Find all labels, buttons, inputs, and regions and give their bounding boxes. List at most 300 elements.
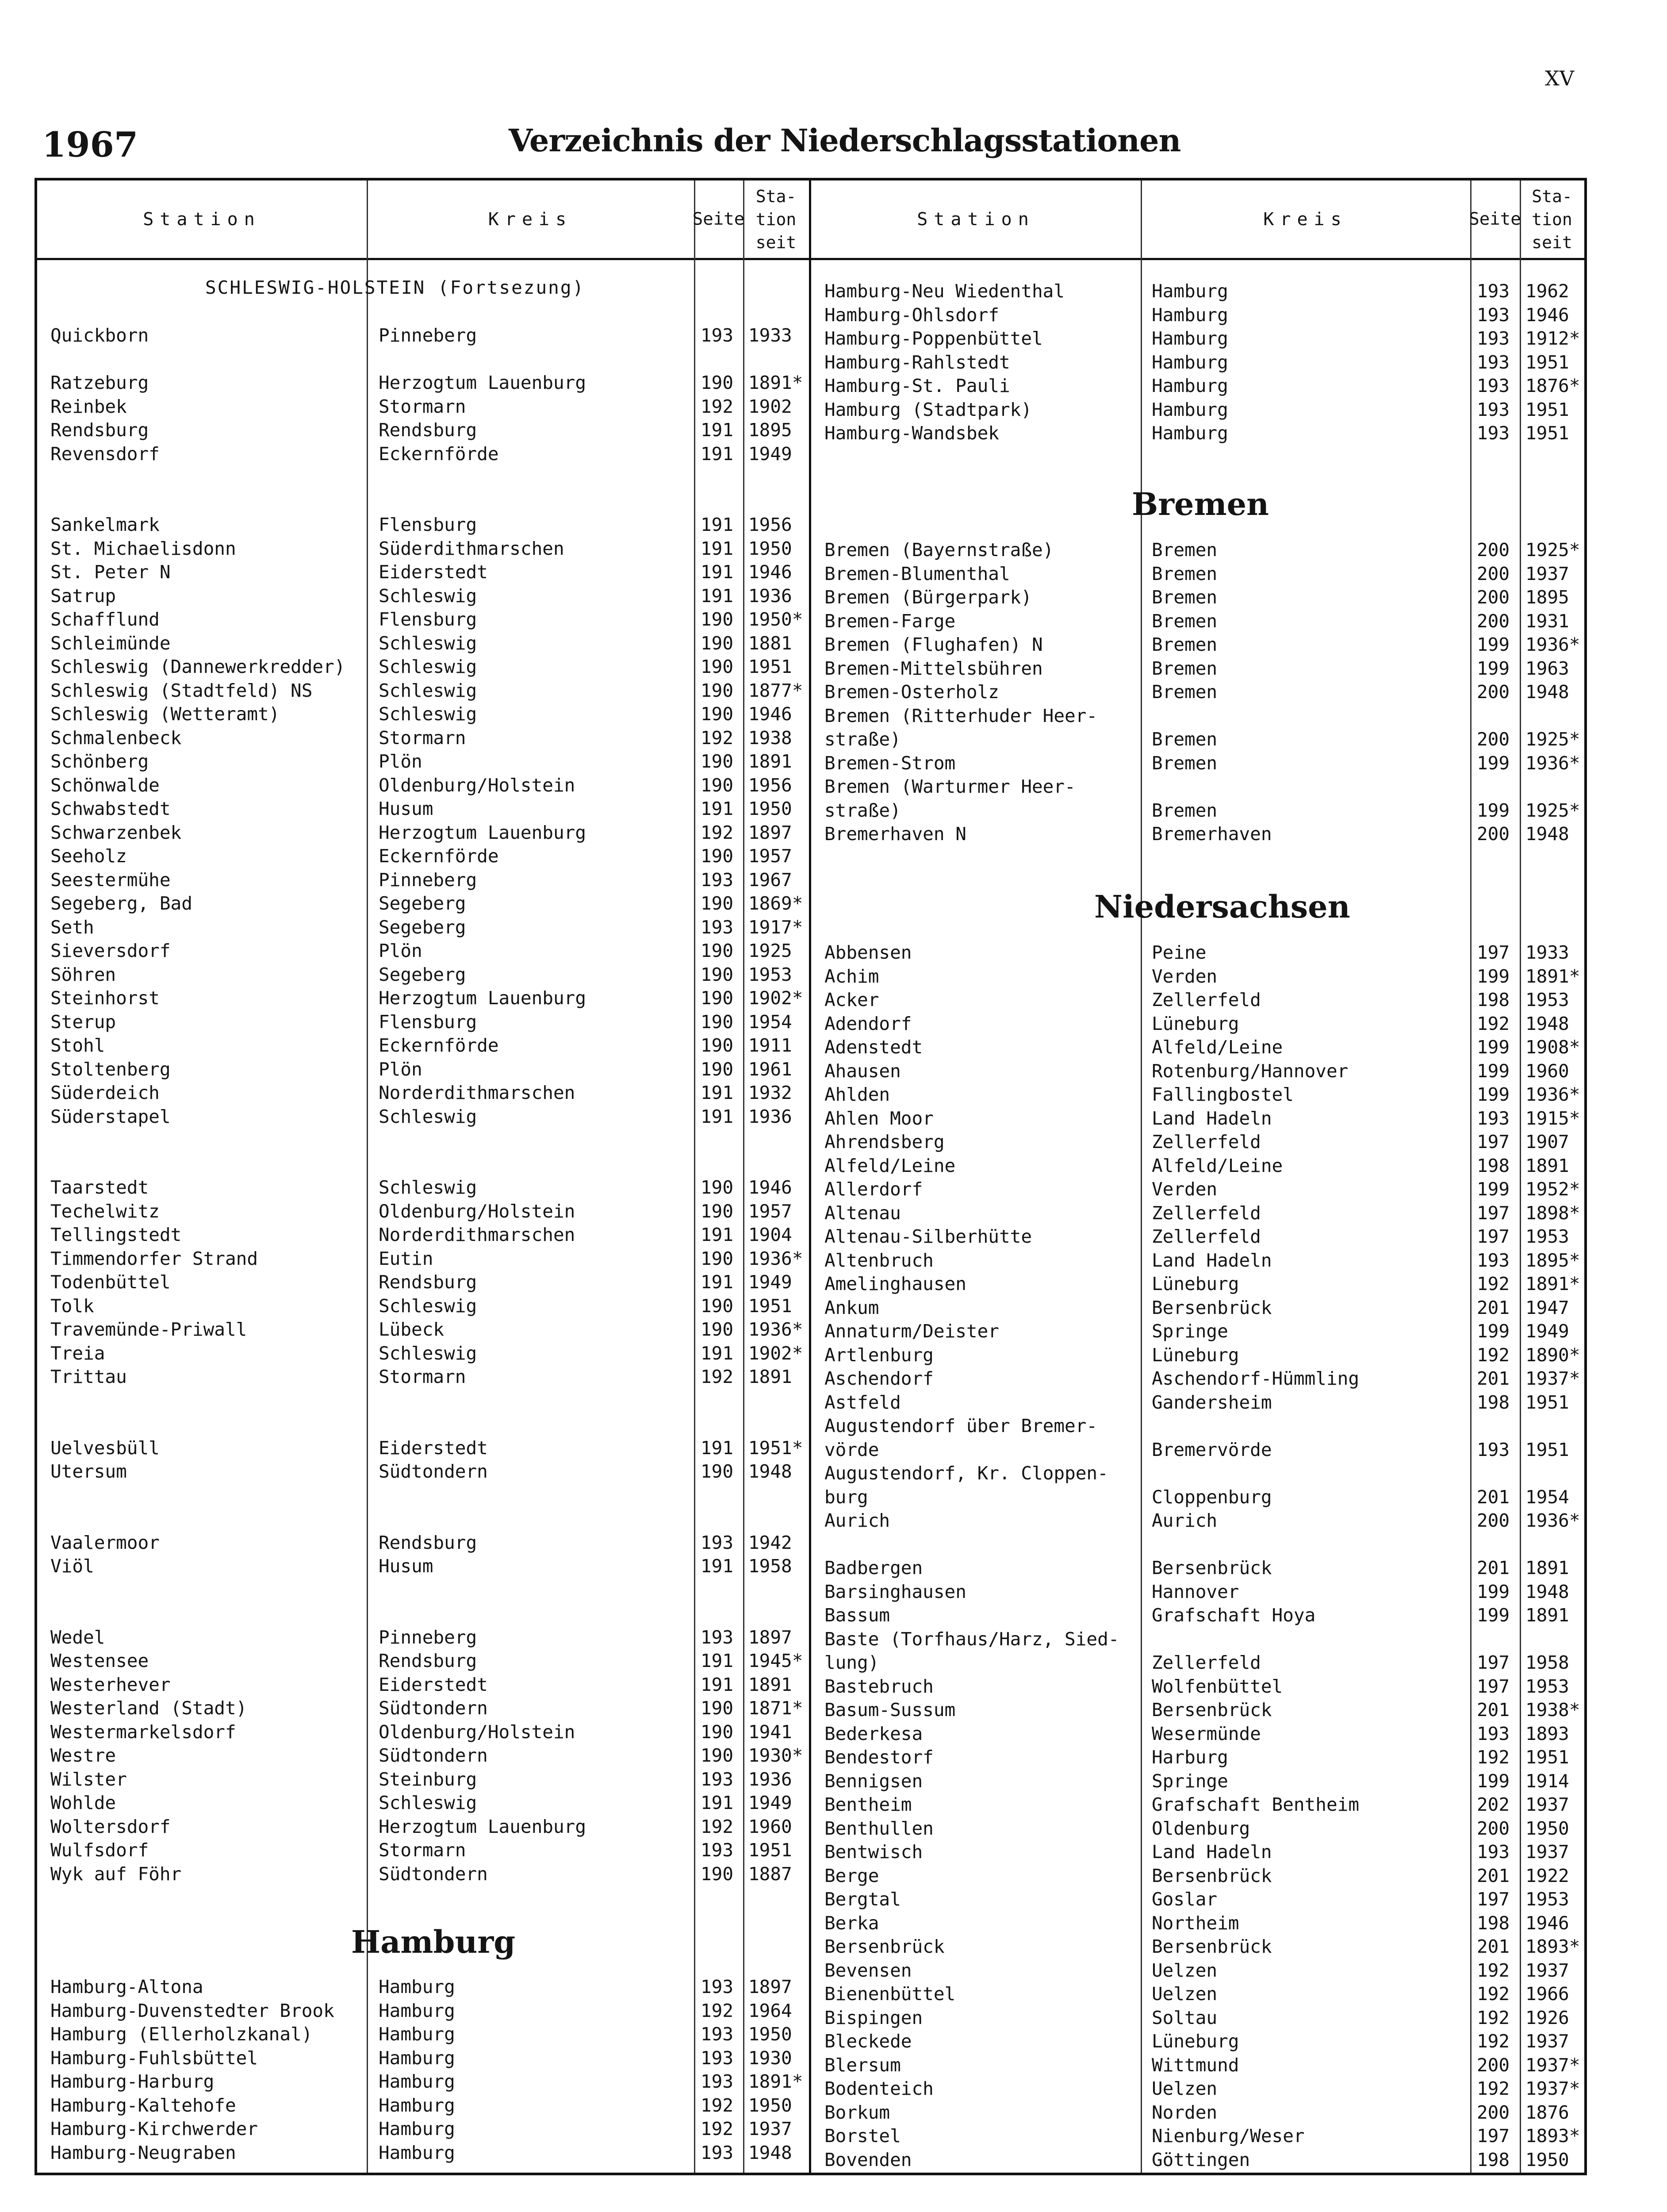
kreis-name: Norden — [1152, 2101, 1218, 2123]
kreis-name: Flensburg — [379, 514, 477, 535]
seite-number: 201 — [1477, 1486, 1510, 1508]
station-since-year: 1948 — [1525, 681, 1569, 703]
station-name: Bienenbüttel — [824, 1983, 956, 2005]
seite-number: 191 — [701, 1555, 734, 1577]
kreis-name: Stormarn — [379, 727, 466, 749]
kreis-name: Südtondern — [379, 1863, 488, 1885]
kreis-name: Uelzen — [1152, 2078, 1218, 2099]
station-name: Viöl — [50, 1555, 94, 1577]
seite-number: 199 — [1477, 799, 1510, 821]
station-since-year: 1941 — [748, 1721, 792, 1743]
station-since-year: 1937* — [1525, 2078, 1580, 2099]
seite-number: 199 — [1477, 1581, 1510, 1602]
table-row — [37, 1035, 1584, 1060]
seite-number: 190 — [701, 1200, 734, 1222]
station-since-year: 1937 — [1525, 1959, 1569, 1981]
station-since-year: 1936* — [748, 1319, 803, 1340]
seite-number: 201 — [1477, 1557, 1510, 1578]
kreis-name: Segeberg — [379, 964, 466, 985]
station-name: Astfeld — [824, 1391, 901, 1413]
kreis-name: Husum — [379, 798, 433, 819]
station-name: Bremerhaven N — [824, 823, 966, 845]
kreis-name: Plön — [379, 751, 422, 772]
kreis-name: Hamburg — [1152, 375, 1228, 396]
station-name: Seth — [50, 916, 94, 938]
kreis-name: Bremen — [1152, 563, 1218, 584]
station-since-year: 1966 — [1525, 1983, 1569, 2005]
station-since-year: 1898* — [1525, 1202, 1580, 1224]
station-name: Sterup — [50, 1011, 116, 1033]
station-since-year: 1911 — [748, 1035, 792, 1056]
station-since-year: 1961 — [748, 1058, 792, 1080]
station-name: Badbergen — [824, 1557, 923, 1578]
kreis-name: Zellerfeld — [1152, 1652, 1261, 1673]
kreis-name: Bremen — [1152, 657, 1218, 679]
table-row — [37, 798, 1584, 823]
station-name: Bentwisch — [824, 1841, 923, 1863]
header-seit-line: Sta- — [755, 186, 797, 206]
seite-number: 193 — [701, 1768, 734, 1790]
kreis-name: Bremen — [1152, 610, 1218, 632]
seite-number: 190 — [701, 609, 734, 630]
station-since-year: 1967 — [748, 869, 792, 891]
kreis-name: Bremen — [1152, 752, 1218, 774]
station-name: Hamburg-Poppenbüttel — [824, 328, 1043, 349]
kreis-name: Fallingbostel — [1152, 1084, 1294, 1105]
table-row — [37, 844, 1584, 868]
station-since-year: 1953 — [1525, 1226, 1569, 1247]
table-row — [37, 1295, 1584, 1320]
station-since-year: 1948 — [748, 1461, 792, 1482]
kreis-name: Schleswig — [379, 656, 477, 677]
seite-number: 191 — [701, 1650, 734, 1671]
station-since-year: 1950* — [748, 609, 803, 630]
seite-number: 190 — [701, 372, 734, 393]
header-seit-line: seit — [1532, 232, 1572, 252]
seite-number: 197 — [1477, 942, 1510, 963]
seite-number: 201 — [1477, 1865, 1510, 1886]
table-row — [37, 822, 1584, 846]
table-row — [37, 1721, 1584, 1746]
table-row — [37, 751, 1584, 776]
station-since-year: 1946 — [1525, 304, 1569, 326]
station-name: Hamburg-Duvenstedter Brook — [50, 2000, 334, 2021]
kreis-name: Hamburg — [379, 2094, 455, 2116]
kreis-name: Flensburg — [379, 1011, 477, 1033]
seite-number: 190 — [701, 1461, 734, 1482]
kreis-name: Südtondern — [379, 1461, 488, 1482]
table-row — [37, 2147, 1584, 2172]
seite-number: 198 — [1477, 989, 1510, 1010]
seite-number: 193 — [1477, 399, 1510, 420]
kreis-name: Hamburg — [379, 2142, 455, 2163]
kreis-name: Stormarn — [379, 1366, 466, 1387]
station-since-year: 1951 — [748, 1295, 792, 1317]
station-since-year: 1950 — [748, 798, 792, 819]
station-name: Schwabstedt — [50, 798, 171, 819]
station-name: Acker — [824, 989, 879, 1010]
seite-number: 200 — [1477, 1510, 1510, 1531]
table-row — [37, 1059, 1584, 1083]
table-row — [37, 561, 1584, 586]
station-since-year: 1897 — [748, 1976, 792, 1997]
kreis-name: Hamburg — [379, 2118, 455, 2139]
station-name: Artlenburg — [824, 1344, 934, 1366]
table-row — [37, 1366, 1584, 1391]
seite-number: 191 — [701, 1271, 734, 1293]
station-since-year: 1951 — [1525, 1747, 1569, 1768]
station-since-year: 1949 — [748, 443, 792, 465]
header-seite-right: Seite — [1469, 209, 1521, 229]
table-row — [37, 680, 1584, 704]
station-since-year: 1917* — [748, 916, 803, 938]
seite-number: 191 — [701, 514, 734, 535]
kreis-name: Verden — [1152, 965, 1218, 987]
station-since-year: 1893* — [1525, 2125, 1580, 2147]
kreis-name: Hamburg — [379, 2024, 455, 2045]
station-since-year: 1933 — [748, 325, 792, 346]
kreis-name: Oldenburg/Holstein — [379, 1721, 575, 1743]
station-since-year: 1942 — [748, 1532, 792, 1553]
kreis-name: Bremervörde — [1152, 1439, 1272, 1460]
header-seit-line: Sta- — [1532, 186, 1572, 206]
station-since-year: 1953 — [1525, 1889, 1569, 1910]
station-since-year: 1869* — [748, 893, 803, 914]
station-name: Sankelmark — [50, 514, 160, 535]
kreis-name: Bremen — [1152, 681, 1218, 703]
station-since-year: 1937 — [1525, 563, 1569, 584]
kreis-name: Springe — [1152, 1770, 1228, 1792]
seite-number: 200 — [1477, 2054, 1510, 2076]
station-since-year: 1895* — [1525, 1249, 1580, 1271]
seite-number: 190 — [701, 964, 734, 985]
station-name: Ahrendsberg — [824, 1131, 945, 1152]
seite-number: 193 — [1477, 304, 1510, 326]
station-name: straße) — [824, 799, 901, 821]
station-since-year: 1891* — [1525, 965, 1580, 987]
kreis-name: Bersenbrück — [1152, 1699, 1272, 1720]
station-since-year: 1893 — [1525, 1723, 1569, 1744]
kreis-name: Cloppenburg — [1152, 1486, 1272, 1508]
seite-number: 200 — [1477, 563, 1510, 584]
station-since-year: 1951 — [1525, 351, 1569, 373]
seite-number: 192 — [1477, 1013, 1510, 1034]
station-since-year: 1958 — [1525, 1652, 1569, 1673]
kreis-name: Flensburg — [379, 609, 477, 630]
kreis-name: Stormarn — [379, 396, 466, 417]
seite-number: 193 — [701, 2024, 734, 2045]
station-since-year: 1938* — [1525, 1699, 1580, 1720]
table-row — [37, 397, 1584, 422]
seite-number: 199 — [1477, 1060, 1510, 1082]
kreis-name: Wittmund — [1152, 2054, 1239, 2076]
kreis-name: Alfeld/Leine — [1152, 1155, 1283, 1176]
table-row — [37, 1697, 1584, 1722]
kreis-name: Stormarn — [379, 1839, 466, 1861]
station-name: Schleswig (Dannewerkredder) — [50, 656, 345, 677]
station-name: Augustendorf über Bremer- — [824, 1415, 1098, 1436]
station-since-year: 1937 — [748, 2118, 792, 2139]
station-name: Rendsburg — [50, 419, 149, 441]
station-name: Westermarkelsdorf — [50, 1721, 236, 1743]
station-name: Altenbruch — [824, 1249, 934, 1271]
station-name: Bassum — [824, 1605, 890, 1626]
station-since-year: 1951 — [1525, 399, 1569, 420]
seite-number: 200 — [1477, 539, 1510, 561]
kreis-name: Hamburg — [1152, 280, 1228, 302]
table-row — [37, 538, 1584, 562]
kreis-name: Uelzen — [1152, 1959, 1218, 1981]
station-since-year: 1930* — [748, 1745, 803, 1766]
table-row — [37, 1579, 1584, 1604]
station-since-year: 1962 — [1525, 280, 1569, 302]
kreis-name: Alfeld/Leine — [1152, 1037, 1283, 1058]
seite-number: 190 — [701, 656, 734, 677]
station-name: Hamburg (Ellerholzkanal) — [50, 2024, 313, 2045]
kreis-name: Hannover — [1152, 1581, 1239, 1602]
station-since-year: 1938 — [748, 727, 792, 749]
seite-number: 190 — [701, 845, 734, 867]
kreis-name: Bremen — [1152, 539, 1218, 561]
table-row — [37, 373, 1584, 398]
kreis-name: Herzogtum Lauenburg — [379, 1816, 586, 1837]
seite-number: 192 — [701, 2118, 734, 2139]
seite-number: 191 — [701, 443, 734, 465]
seite-number: 190 — [701, 1177, 734, 1198]
seite-number: 193 — [701, 916, 734, 938]
station-since-year: 1908* — [1525, 1037, 1580, 1058]
seite-number: 199 — [1477, 657, 1510, 679]
station-since-year: 1960 — [748, 1816, 792, 1837]
station-since-year: 1915* — [1525, 1107, 1580, 1129]
station-since-year: 1925 — [748, 940, 792, 961]
station-since-year: 1891 — [1525, 1605, 1569, 1626]
header-seit-line: tion — [755, 209, 797, 229]
kreis-name: Segeberg — [379, 893, 466, 914]
station-since-year: 1936 — [748, 1768, 792, 1790]
kreis-name: Harburg — [1152, 1747, 1228, 1768]
station-name: Ratzeburg — [50, 372, 149, 393]
seite-number: 192 — [1477, 1344, 1510, 1366]
station-name: Adenstedt — [824, 1037, 923, 1058]
page-title: Verzeichnis der Niederschlagsstationen — [509, 122, 1181, 159]
seite-number: 191 — [701, 1674, 734, 1695]
station-since-year: 1936* — [1525, 1510, 1580, 1531]
station-since-year: 1946 — [748, 561, 792, 583]
station-name: Westre — [50, 1745, 116, 1766]
station-since-year: 1951 — [1525, 422, 1569, 444]
seite-number: 192 — [1477, 2078, 1510, 2099]
station-name: Bremen (Flughafen) N — [824, 634, 1043, 655]
kreis-name: Soltau — [1152, 2007, 1218, 2028]
seite-number: 192 — [1477, 1273, 1510, 1294]
kreis-name: Oldenburg/Holstein — [379, 774, 575, 796]
kreis-name: Südtondern — [379, 1697, 488, 1719]
station-name: Tolk — [50, 1295, 94, 1317]
kreis-name: Verden — [1152, 1179, 1218, 1200]
station-since-year: 1936* — [1525, 634, 1580, 655]
station-since-year: 1891 — [748, 1674, 792, 1695]
station-name: Hamburg-Neugraben — [50, 2142, 236, 2163]
station-name: Schwarzenbek — [50, 822, 182, 843]
station-since-year: 1948 — [1525, 1581, 1569, 1602]
table-row — [37, 1390, 1584, 1415]
table-row — [37, 326, 1584, 351]
kreis-name: Lüneburg — [1152, 1273, 1239, 1294]
station-since-year: 1902 — [748, 396, 792, 417]
station-name: Hamburg (Stadtpark) — [824, 399, 1032, 420]
station-since-year: 1950 — [1525, 1817, 1569, 1839]
table-row — [37, 868, 1584, 892]
kreis-name: Schleswig — [379, 1106, 477, 1127]
table-row — [37, 1863, 1584, 1888]
seite-number: 190 — [701, 1035, 734, 1056]
seite-number: 192 — [1477, 2031, 1510, 2052]
station-since-year: 1936* — [1525, 752, 1580, 774]
station-name: Schleimünde — [50, 632, 171, 654]
station-name: Bleckede — [824, 2031, 912, 2052]
station-since-year: 1937* — [1525, 1368, 1580, 1389]
kreis-name: Bremen — [1152, 799, 1218, 821]
kreis-name: Plön — [379, 1058, 422, 1080]
seite-number: 200 — [1477, 681, 1510, 703]
seite-number: 191 — [701, 1437, 734, 1459]
header-seit-left — [743, 180, 809, 258]
station-name: Seeholz — [50, 845, 127, 867]
table-row — [37, 727, 1584, 752]
seite-number: 193 — [1477, 1107, 1510, 1129]
seite-number: 197 — [1477, 2125, 1510, 2147]
kreis-name: Plön — [379, 940, 422, 961]
station-since-year: 1946 — [748, 703, 792, 725]
station-name: Ahlen Moor — [824, 1107, 934, 1129]
station-since-year: 1957 — [748, 1200, 792, 1222]
seite-number: 197 — [1477, 1226, 1510, 1247]
kreis-name: Herzogtum Lauenburg — [379, 822, 586, 843]
station-name: Ahlden — [824, 1084, 890, 1105]
station-name: Travemünde-Priwall — [50, 1319, 247, 1340]
table-row — [37, 465, 1584, 490]
station-since-year: 1956 — [748, 774, 792, 796]
station-since-year: 1936* — [1525, 1084, 1580, 1105]
seite-number: 200 — [1477, 2101, 1510, 2123]
seite-number: 191 — [701, 1224, 734, 1245]
station-name: Stoltenberg — [50, 1058, 171, 1080]
station-name: Bremen (Bürgerpark) — [824, 587, 1032, 608]
seite-number: 193 — [701, 325, 734, 346]
station-name: Hamburg-Wandsbek — [824, 422, 999, 444]
seite-number: 193 — [1477, 280, 1510, 302]
kreis-name: Aurich — [1152, 1510, 1218, 1531]
station-since-year: 1950 — [1525, 2149, 1569, 2170]
table-row — [37, 1485, 1584, 1509]
station-name: Amelinghausen — [824, 1273, 966, 1294]
table-row — [37, 1603, 1584, 1628]
station-name: Bovenden — [824, 2149, 912, 2170]
kreis-name: Oldenburg — [1152, 1817, 1250, 1839]
seite-number: 199 — [1477, 1037, 1510, 1058]
station-since-year: 1891* — [748, 372, 803, 393]
table-row — [37, 1839, 1584, 1864]
seite-number: 190 — [701, 774, 734, 796]
kreis-name: Aschendorf-Hümmling — [1152, 1368, 1359, 1389]
table-row — [37, 1674, 1584, 1699]
station-name: Bodenteich — [824, 2078, 934, 2099]
station-name: Aschendorf — [824, 1368, 934, 1389]
table-row — [37, 1319, 1584, 1344]
kreis-name: Lübeck — [379, 1319, 445, 1340]
station-since-year: 1950 — [748, 2024, 792, 2045]
station-name: Hamburg-Rahlstedt — [824, 351, 1010, 373]
station-name: Wulfsdorf — [50, 1839, 149, 1861]
seite-number: 199 — [1477, 634, 1510, 655]
seite-number: 192 — [1477, 1959, 1510, 1981]
seite-number: 197 — [1477, 1889, 1510, 1910]
seite-number: 190 — [701, 1319, 734, 1340]
station-name: St. Peter N — [50, 561, 171, 583]
station-name: Hamburg-Kirchwerder — [50, 2118, 258, 2139]
kreis-name: Norderdithmarschen — [379, 1082, 575, 1103]
station-name: vörde — [824, 1439, 879, 1460]
seite-number: 192 — [701, 1366, 734, 1387]
seite-number: 192 — [701, 727, 734, 749]
kreis-name: Schleswig — [379, 1792, 477, 1813]
station-since-year: 1951 — [1525, 1391, 1569, 1413]
kreis-name: Gandersheim — [1152, 1391, 1272, 1413]
seite-number: 197 — [1477, 1202, 1510, 1224]
station-name: Barsinghausen — [824, 1581, 966, 1602]
seite-number: 190 — [701, 940, 734, 961]
kreis-name: Hamburg — [1152, 328, 1228, 349]
seite-number: 193 — [1477, 375, 1510, 396]
station-since-year: 1951* — [748, 1437, 803, 1459]
station-name: Techelwitz — [50, 1200, 160, 1222]
seite-number: 193 — [701, 2142, 734, 2163]
section-subtitle-schleswig-holstein: SCHLESWIG-HOLSTEIN (Fortsezung) — [205, 277, 585, 298]
kreis-name: Wesermünde — [1152, 1723, 1261, 1744]
station-name: Stohl — [50, 1035, 105, 1056]
station-name: Schmalenbeck — [50, 727, 182, 749]
kreis-name: Grafschaft Hoya — [1152, 1605, 1316, 1626]
table-row — [37, 1437, 1584, 1462]
table-row — [37, 1224, 1584, 1249]
station-name: Bremen (Ritterhuder Heer- — [824, 705, 1098, 726]
seite-number: 201 — [1477, 1297, 1510, 1318]
seite-number: 192 — [701, 2000, 734, 2021]
station-name: Bremen (Bayernstraße) — [824, 539, 1054, 561]
table-row — [37, 1532, 1584, 1557]
station-name: Quickborn — [50, 325, 149, 346]
station-name: Westerland (Stadt) — [50, 1697, 247, 1719]
seite-number: 193 — [701, 1532, 734, 1553]
station-since-year: 1933 — [1525, 942, 1569, 963]
station-since-year: 1963 — [1525, 657, 1569, 679]
station-name: Sieversdorf — [50, 940, 171, 961]
station-since-year: 1953 — [1525, 1675, 1569, 1697]
table-row — [37, 1934, 1584, 1959]
station-name: Baste (Torfhaus/Harz, Sied- — [824, 1628, 1119, 1650]
table-row — [37, 915, 1584, 940]
station-name: Hamburg-Fuhlsbüttel — [50, 2047, 258, 2069]
table-row — [37, 2100, 1584, 2125]
table-row — [37, 2005, 1584, 2030]
station-name: Bastebruch — [824, 1675, 934, 1697]
station-since-year: 1960 — [1525, 1060, 1569, 1082]
table-row — [37, 279, 1584, 303]
table-row — [37, 1153, 1584, 1178]
kreis-name: Bersenbrück — [1152, 1936, 1272, 1957]
seite-number: 191 — [701, 1792, 734, 1813]
